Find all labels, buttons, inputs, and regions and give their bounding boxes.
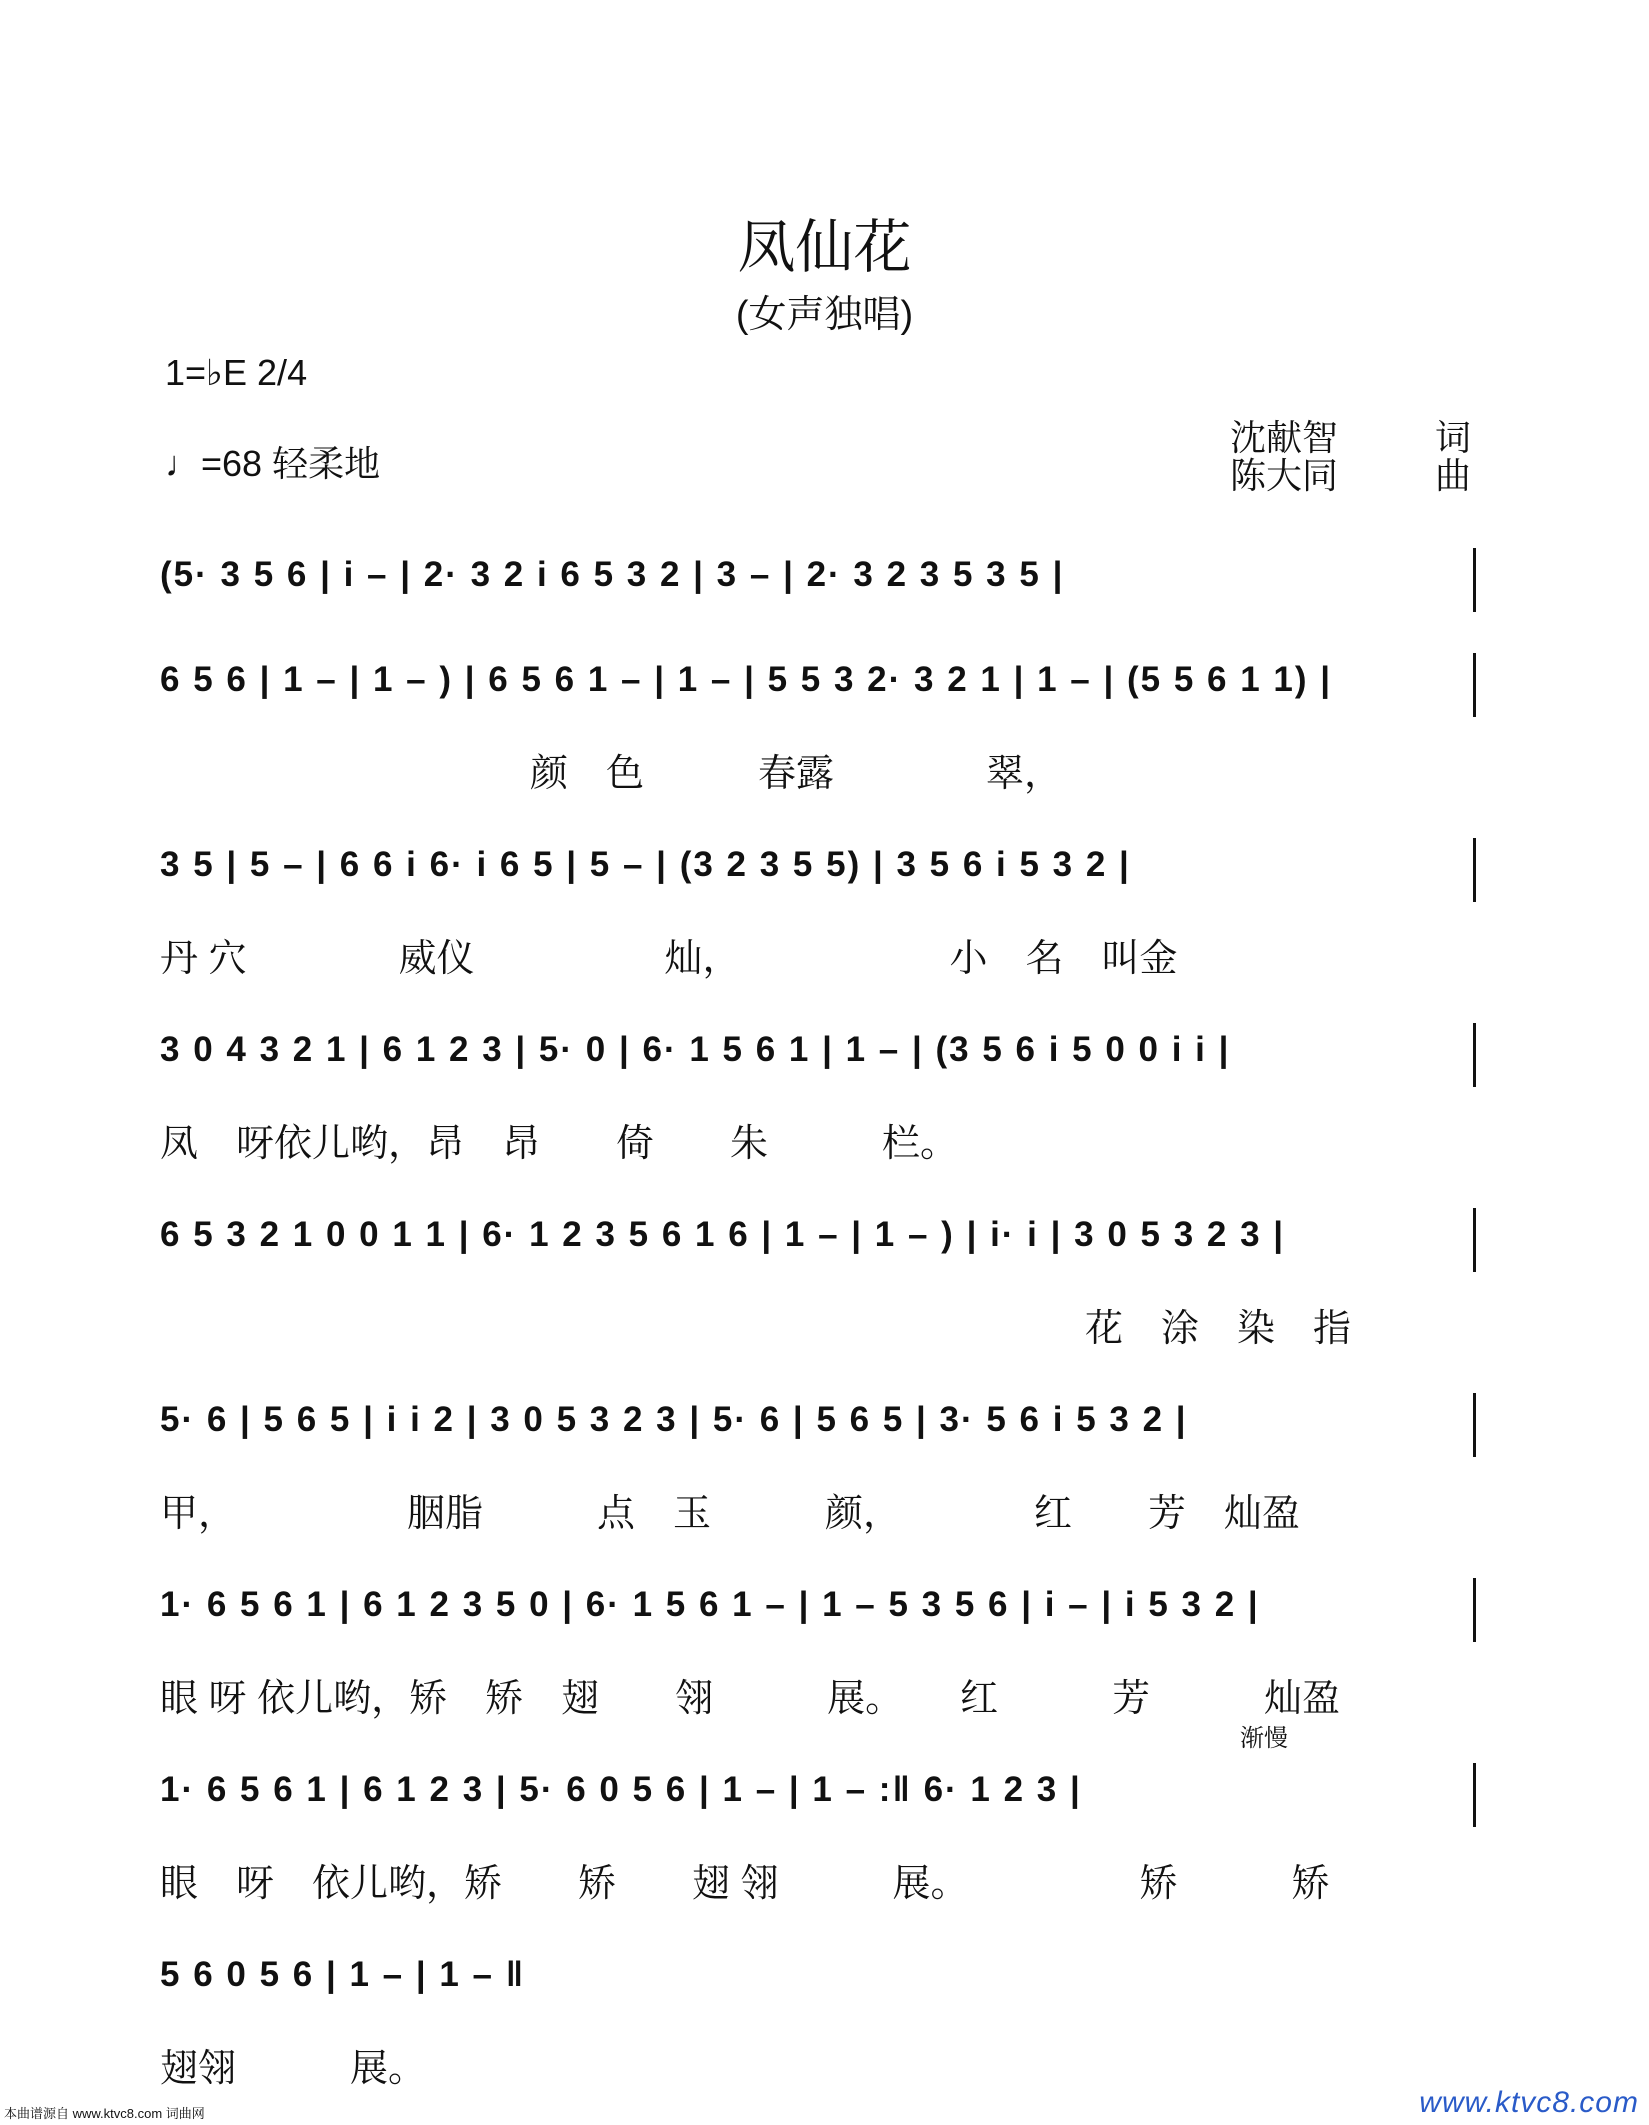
score-system-3-lyrics: 丹 穴 威仪 灿， 小 名 叫金 bbox=[160, 938, 1178, 980]
lyricist-name: 沈献智 bbox=[1230, 417, 1339, 458]
score-system-6-lyrics: 甲， 胭脂 点 玉 颜， 红 芳 灿盈 bbox=[160, 1493, 1301, 1535]
score-system-5-notes: 6 5 3 2 1 0 0 1 1 | 6· 1 2 3 5 6 1 6 | 1 – | 1 – ) | i· i | 3 0 5 3 2 3 | bbox=[160, 1215, 1286, 1254]
score-system-2-notes: 6 5 6 | 1 – | 1 – ) | 6 5 6 1 – | 1 – | 5 5 3 2· 3 2 1 | 1 – | (5 5 6 1 1) | bbox=[160, 660, 1333, 699]
tempo-marking: ♩=68 轻柔地 bbox=[165, 443, 381, 484]
system-3-end-barline bbox=[1473, 838, 1476, 902]
score-system-9-lyrics: 翅翎 展。 bbox=[160, 2048, 427, 2090]
score-system-5-lyrics: 花 涂 染 指 bbox=[1085, 1308, 1352, 1350]
source-footer: 本曲谱源自 www.ktvc8.com 词曲网 bbox=[4, 2106, 205, 2121]
score-system-8-lyrics: 眼 呀 依儿哟，矫 矫 翅 翎 展。 矫 矫 bbox=[160, 1863, 1330, 1905]
score-system-7-lyrics: 眼 呀 依儿哟，矫 矫 翅 翎 展。 红 芳 灿盈 bbox=[160, 1678, 1341, 1720]
page-title: 凤仙花 bbox=[737, 215, 912, 280]
score-system-7-notes: 1· 6 5 6 1 | 6 1 2 3 5 0 | 6· 1 5 6 1 – | 1 – 5 3 5 6 | i – | i 5 3 2 | bbox=[160, 1585, 1260, 1624]
score-system-3-notes: 3 5 | 5 – | 6 6 i 6· i 6 5 | 5 – | (3 2 3 5 5) | 3 5 6 i 5 3 2 | bbox=[160, 845, 1131, 884]
lyricist-role: 词 bbox=[1435, 417, 1472, 458]
ritardando-marking: 渐慢 bbox=[1240, 1725, 1288, 1752]
score-system-1-notes: (5· 3 5 6 | i – | 2· 3 2 i 6 5 3 2 | 3 – | 2· 3 2 3 5 3 5 | bbox=[160, 555, 1065, 594]
key-signature: 1=♭E 2/4 bbox=[165, 352, 308, 393]
composer-name: 陈大同 bbox=[1230, 455, 1339, 496]
composer-role: 曲 bbox=[1435, 455, 1472, 496]
system-6-end-barline bbox=[1473, 1393, 1476, 1457]
site-watermark: www.ktvc8.com bbox=[1419, 2086, 1639, 2119]
score-system-6-notes: 5· 6 | 5 6 5 | i i 2 | 3 0 5 3 2 3 | 5· 6 | 5 6 5 | 3· 5 6 i 5 3 2 | bbox=[160, 1400, 1188, 1439]
system-2-end-barline bbox=[1473, 653, 1476, 717]
score-system-2-lyrics: 颜 色 春露 翠， bbox=[530, 753, 1063, 795]
score-system-4-notes: 3 0 4 3 2 1 | 6 1 2 3 | 5· 0 | 6· 1 5 6 1 | 1 – | (3 5 6 i 5 0 0 i i | bbox=[160, 1030, 1231, 1069]
system-4-end-barline bbox=[1473, 1023, 1476, 1087]
system-8-end-barline bbox=[1473, 1763, 1476, 1827]
score-system-8-notes: 1· 6 5 6 1 | 6 1 2 3 | 5· 6 0 5 6 | 1 – | 1 – :‖ 6· 1 2 3 | bbox=[160, 1770, 1082, 1809]
page-subtitle: (女声独唱) bbox=[735, 294, 914, 336]
system-5-end-barline bbox=[1473, 1208, 1476, 1272]
score-system-4-lyrics: 凤 呀依儿哟，昂 昂 倚 朱 栏。 bbox=[160, 1123, 959, 1165]
system-1-end-barline bbox=[1473, 548, 1476, 612]
system-7-end-barline bbox=[1473, 1578, 1476, 1642]
score-system-9-notes: 5 6 0 5 6 | 1 – | 1 – ‖ bbox=[160, 1955, 526, 1994]
